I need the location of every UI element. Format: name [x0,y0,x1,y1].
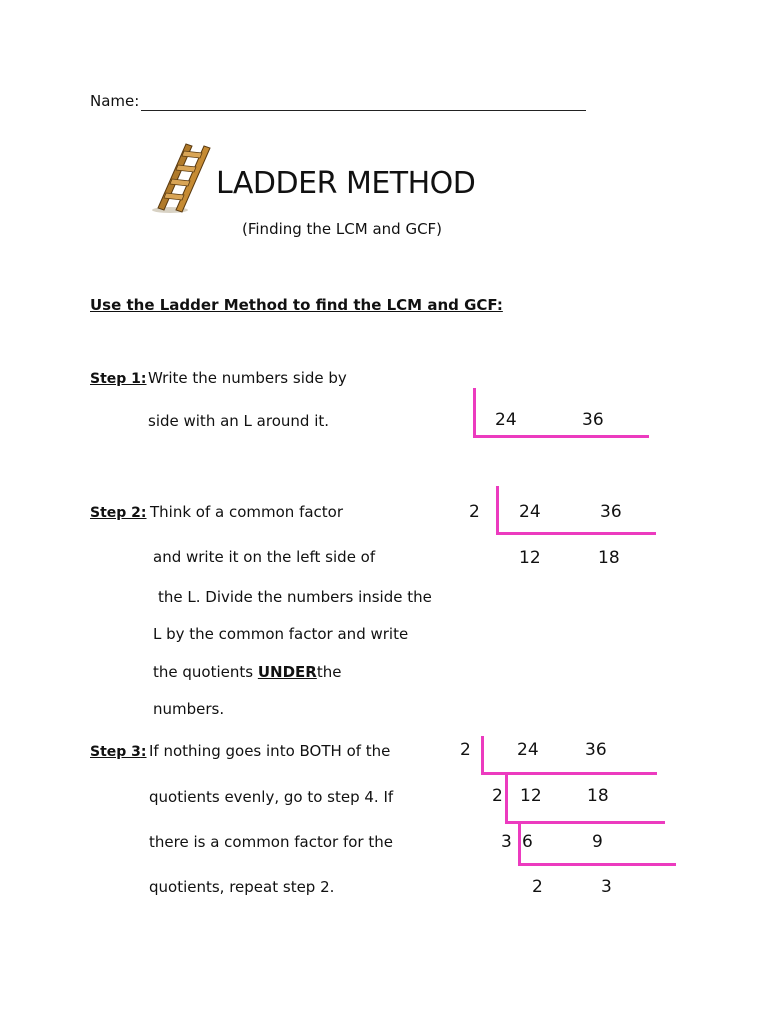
step3-row1-a: 24 [517,740,539,760]
step3-row3-a: 6 [522,832,533,852]
step2-text-line5-post: the [316,663,342,681]
step3-ladder-horizontal-3 [518,863,676,866]
ladder-icon [150,138,214,216]
step2-text-line6: numbers. [153,700,225,718]
step2-text-line3: the L. Divide the numbers inside the [158,588,432,606]
step3-row4-b: 3 [601,877,612,897]
name-field-line[interactable] [141,110,586,111]
step3-factor-3: 3 [501,832,512,852]
step3-label-colon: : [140,744,147,760]
step3-factor-1: 2 [460,740,471,760]
step2-label: Step 2: [90,505,147,521]
step3-text-line1: If nothing goes into BOTH of the [149,742,391,760]
step2-text-line4: L by the common factor and write [153,625,409,643]
step3-row2-b: 18 [587,786,609,806]
step1-ladder-vertical [473,388,476,438]
step3-text-line2: quotients evenly, go to step 4. If [149,788,394,806]
step2-text-line2: and write it on the left side of [153,548,376,566]
step3-ladder-vertical-1 [481,736,484,774]
step1-number-b: 36 [582,410,604,430]
step3-ladder-vertical-3 [518,823,521,866]
name-label: Name: [90,92,140,110]
step2-ladder-horizontal [496,532,656,535]
instruction-heading: Use the Ladder Method to find the LCM and GCF: [90,296,503,314]
step2-under-emphasis: UNDER [257,663,317,681]
step3-row4-a: 2 [532,877,543,897]
step2-number-b: 36 [600,502,622,522]
step3-ladder-horizontal-2 [505,821,665,824]
step2-ladder-vertical [496,486,499,534]
step2-factor: 2 [469,502,480,522]
step3-factor-2: 2 [492,786,503,806]
step1-ladder-horizontal [473,435,649,438]
step1-number-a: 24 [495,410,517,430]
step3-label-text: Step 3 [90,744,141,760]
step1-label: Step 1: [90,371,147,387]
step3-row2-a: 12 [520,786,542,806]
page-subtitle: (Finding the LCM and GCF) [242,220,443,238]
step2-text-line5 [153,663,341,681]
step2-text-line5-pre: the quotients [153,663,254,681]
step3-row3-b: 9 [592,832,603,852]
step3-ladder-vertical-2 [505,774,508,824]
step3-label [90,744,147,760]
step1-text-line2: side with an L around it. [148,412,330,430]
step2-number-a: 24 [519,502,541,522]
step3-text-line3: there is a common factor for the [149,833,393,851]
step2-quotient-a: 12 [519,548,541,568]
step1-text-line1: Write the numbers side by [148,369,347,387]
page-title: LADDER METHOD [216,166,476,201]
step3-text-line4: quotients, repeat step 2. [149,878,335,896]
step2-text-line1: Think of a common factor [150,503,344,521]
step2-quotient-b: 18 [598,548,620,568]
step3-row1-b: 36 [585,740,607,760]
